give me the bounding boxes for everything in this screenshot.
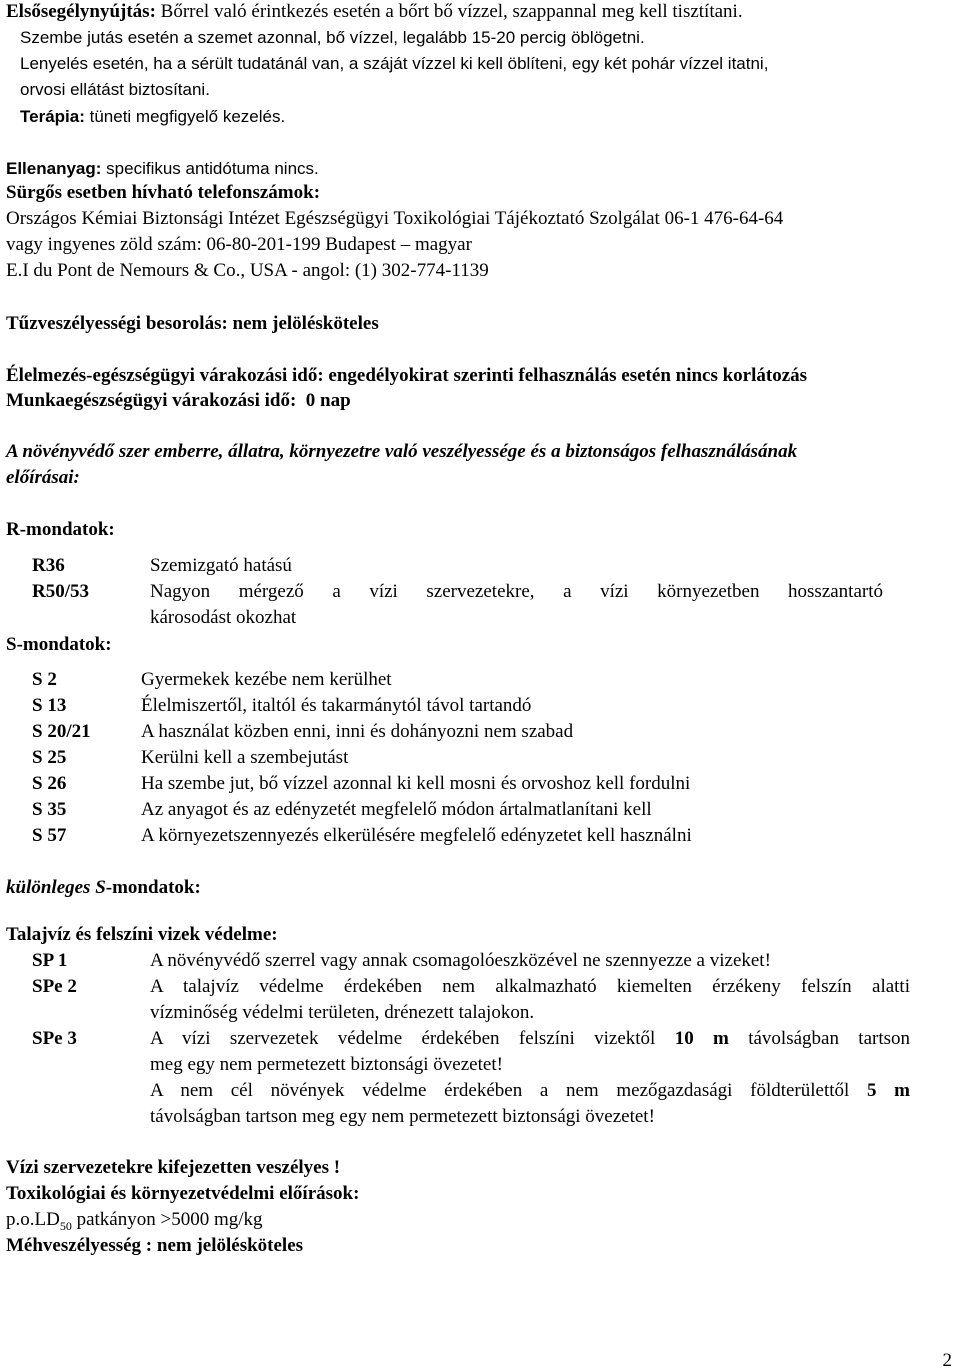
first-aid-line-1 (6, 1, 743, 23)
food-waiting-time: Élelmezés-egészségügyi várakozási idő: engedélyokirat szerinti felhasználás esetén nincs korlátozás (6, 365, 808, 386)
water-protection-heading: Talajvíz és felszíni vizek védelme: (6, 924, 278, 945)
first-aid-label: Elsősegélynyújtás: (6, 1, 156, 22)
dupont-phone: , USA - angol: (1) 302-774-1139 (240, 260, 489, 281)
r-phrase-text: Nagyon mérgező a vízi szervezetekre, a vízi környezetben hosszantartó (150, 581, 883, 602)
first-aid-line-2: Szembe jutás esetén a szemet azonnal, bő vízzel, legalább 15-20 percig öblögetni. (20, 28, 645, 47)
first-aid-text-1: Bőrrel való érintkezés esetén a bőrt bő vízzel, szappannal meg kell tisztítani. (160, 1, 743, 22)
sp-text-c: A nem cél növények védelme érdekében a nem mezőgazdasági földterülettől (150, 1080, 850, 1101)
therapy-line (20, 106, 285, 128)
sp-code: SPe 2 (32, 976, 77, 997)
distance-5m: 5 m (867, 1080, 911, 1101)
s-phrase-code: S 26 (32, 773, 67, 794)
fire-classification: Tűzveszélyességi besorolás: nem jelölésköteles (6, 313, 379, 334)
first-aid-line-3: Lenyelés esetén, ha a sérült tudatánál van, a száját vízzel ki kell öblíteni, egy két pohár vízzel itatni, (20, 54, 769, 73)
sp-text-a: A vízi szervezetek védelme érdekében felszíni vizektől (150, 1028, 656, 1049)
work-waiting-time (6, 390, 351, 412)
s-phrase-text: A környezetszennyezés elkerülésére megfelelő edényzetet kell használni (141, 825, 692, 846)
aquatic-warning: Vízi szervezetekre kifejezetten veszélyes ! (6, 1157, 341, 1178)
s-phrase-text: A használat közben enni, inni és dohányozni nem szabad (141, 721, 574, 742)
ld-subscript: 50 (59, 1218, 72, 1233)
r-phrase-code: R50/53 (32, 581, 89, 602)
therapy-label: Terápia: (20, 107, 85, 126)
hazard-heading-2: előírásai: (6, 467, 80, 488)
sp-text: A talajvíz védelme érdekében nem alkalmazható kiemelten érzékeny felszín alatti (150, 976, 910, 997)
sp-code: SPe 3 (32, 1028, 77, 1049)
s-phrase-text: Ha szembe jut, bő vízzel azonnal ki kell mosni és orvoshoz kell fordulni (141, 773, 691, 794)
s-phrase-code: S 20/21 (32, 721, 91, 742)
sp-code: SP 1 (32, 950, 68, 971)
special-s-heading-c: -mondatok: (105, 877, 201, 898)
bee-hazard: Méhveszélyesség : nem jelölésköteles (6, 1235, 304, 1256)
s-phrases-heading: S-mondatok: (6, 634, 112, 655)
special-s-heading-b: S (95, 877, 106, 898)
s-phrase-text: Az anyagot és az edényzetét megfelelő módon ártalmatlanítani kell (141, 799, 652, 820)
s-phrase-code: S 13 (32, 695, 67, 716)
ld-label: p.o.LD (6, 1209, 60, 1230)
s-phrase-code: S 57 (32, 825, 67, 846)
r-phrase-text-cont: károsodást okozhat (150, 607, 297, 628)
dupont-name: E.I du Pont de Nemours & Co. (6, 260, 241, 281)
r-phrase-code: R36 (32, 555, 65, 576)
hazard-heading-1: A növényvédő szer emberre, állatra, környezetre való veszélyessége és a biztonságos felhasználásának (6, 441, 798, 462)
sp-text: A növényvédő szerrel vagy annak csomagolóeszközével ne szennyezze a vizeket! (150, 950, 771, 971)
sp-text-cont: távolságban tartson meg egy nem permetezett biztonsági övezetet! (150, 1106, 655, 1127)
s-phrase-text: Kerülni kell a szembejutást (141, 747, 349, 768)
emergency-line-3 (6, 260, 489, 282)
emergency-heading: Sürgős esetben hívható telefonszámok: (6, 182, 321, 203)
sp-text-nontarget (150, 1080, 910, 1102)
s-phrase-code: S 35 (32, 799, 67, 820)
s-phrase-code: S 25 (32, 747, 67, 768)
page-number: 2 (942, 1350, 952, 1371)
emergency-line-1: Országos Kémiai Biztonsági Intézet Egészségügyi Toxikológiai Tájékoztató Szolgálat 06-1 476-64-64 (6, 208, 784, 229)
sp-text-cont: meg egy nem permetezett biztonsági övezetet! (150, 1054, 503, 1075)
ld-value: patkányon >5000 mg/kg (71, 1209, 263, 1230)
therapy-text: tüneti megfigyelő kezelés. (89, 107, 286, 126)
work-waiting-value: 0 nap (305, 390, 351, 411)
emergency-line-2: vagy ingyenes zöld szám: 06-80-201-199 Budapest – magyar (6, 234, 472, 255)
antidote-text: specifikus antidótuma nincs. (106, 159, 319, 178)
antidote-label: Ellenanyag: (6, 159, 102, 178)
special-s-heading (6, 877, 201, 899)
work-waiting-label: Munkaegészségügyi várakozási idő: (6, 390, 297, 411)
s-phrase-code: S 2 (32, 669, 57, 690)
ld50-line (6, 1209, 263, 1231)
first-aid-line-4: orvosi ellátást biztosítani. (20, 80, 210, 99)
r-phrases-heading: R-mondatok: (6, 519, 115, 540)
s-phrase-text: Gyermekek kezébe nem kerülhet (141, 669, 392, 690)
special-s-heading-a: különleges (6, 877, 96, 898)
s-phrase-text: Élelmiszertől, italtól és takarmánytól távol tartandó (141, 695, 532, 716)
sp-text (150, 1028, 910, 1050)
sp-text-b: távolságban tartson (748, 1028, 911, 1049)
distance-10m: 10 m (674, 1028, 729, 1049)
tox-heading: Toxikológiai és környezetvédelmi előírások: (6, 1183, 360, 1204)
sp-text-cont: vízminőség védelmi területen, drénezett talajokon. (150, 1002, 535, 1023)
antidote-line (6, 158, 319, 180)
r-phrase-text: Szemizgató hatású (150, 555, 292, 576)
